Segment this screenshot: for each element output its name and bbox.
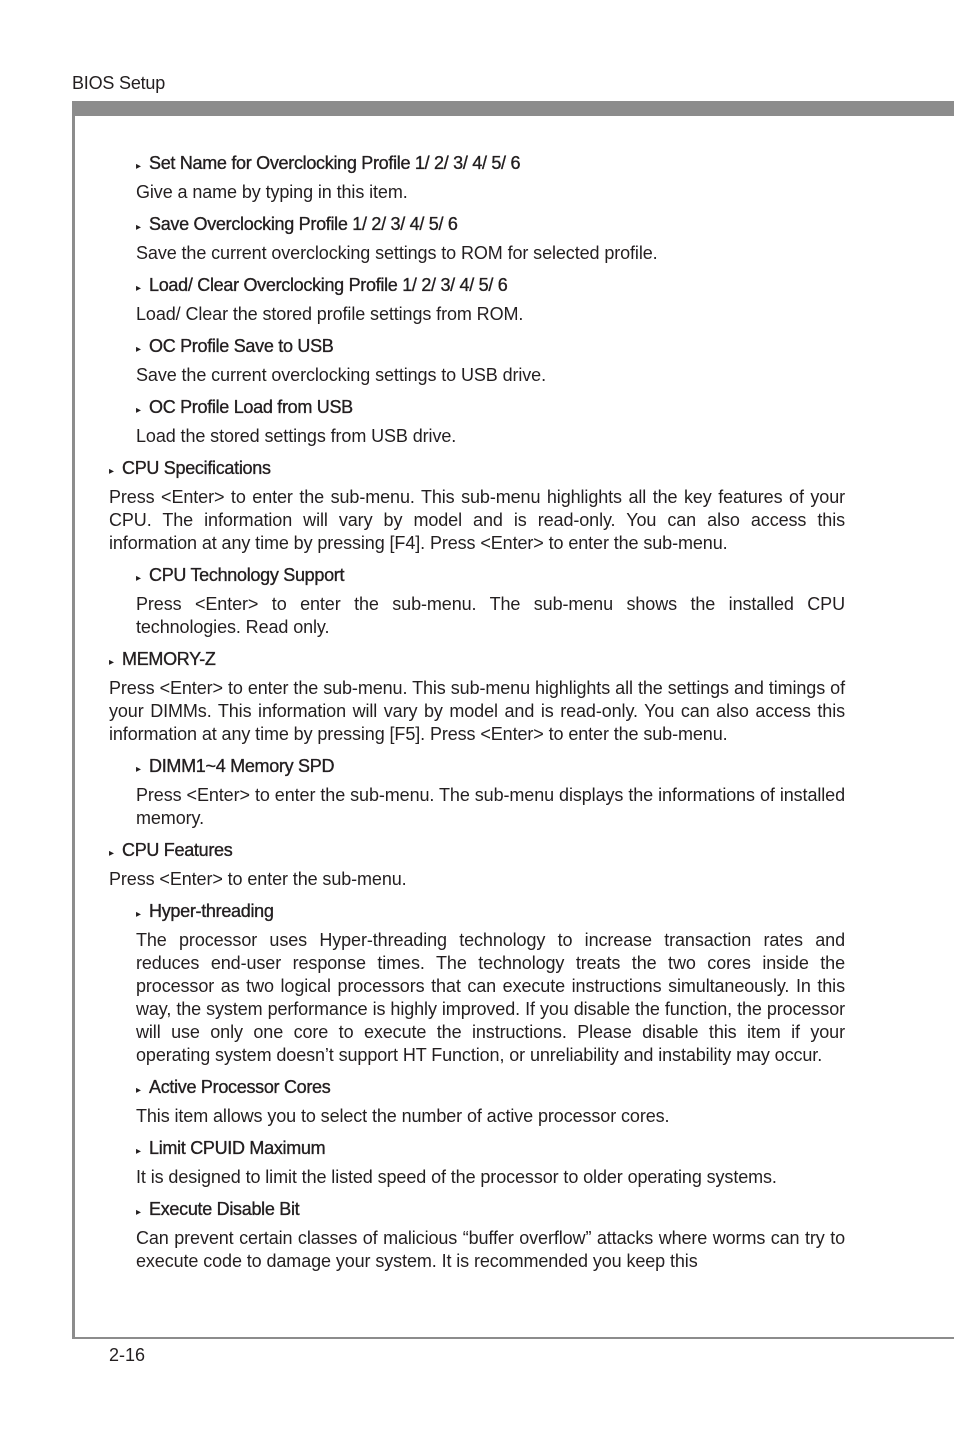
bottom-border-rule xyxy=(72,1337,954,1339)
bios-item-title xyxy=(109,648,845,674)
bios-item xyxy=(136,900,845,1067)
bios-item-title xyxy=(136,396,845,422)
bios-item-description: Press <Enter> to enter the sub-menu. The sub-menu shows the installed CPU technologies. Read only. xyxy=(136,594,845,637)
bios-item-title xyxy=(136,335,845,361)
bios-item-description: Press <Enter> to enter the sub-menu. This sub-menu highlights all the key features of your CPU. The information will vary by model and is read-only. You can also access this information at any time by pressing [F4]. Press <Enter> to enter the sub-menu. xyxy=(109,487,845,553)
arrow-bullet-icon: ▸ xyxy=(136,909,141,920)
bios-item-title xyxy=(136,1198,845,1224)
bios-item-description: Press <Enter> to enter the sub-menu. The sub-menu displays the informations of installed memory. xyxy=(136,785,845,828)
bios-item-description: The processor uses Hyper-threading technology to increase transaction rates and reduces end-user response times. The technology treats the two cores inside the processor as two logical processors that can execute instructions simultaneously. In this way, the system performance is highly improved. If you disable the function, the processor will use only one core to execute the instructions. Please disable this item if your operating system doesn’t support HT Function, or unreliability and instability may occur. xyxy=(136,930,845,1065)
bios-item-title xyxy=(136,564,845,590)
bios-item xyxy=(136,335,845,387)
bios-item-description: Can prevent certain classes of malicious “buffer overflow” attacks where worms can try to execute code to damage your system. It is recommended you keep this xyxy=(136,1228,845,1271)
bios-item xyxy=(109,839,845,891)
arrow-bullet-icon: ▸ xyxy=(136,283,141,294)
bios-item-title-text: OC Profile Load from USB xyxy=(149,397,353,417)
bios-item-title xyxy=(136,152,845,178)
page-header-title: BIOS Setup xyxy=(72,73,166,93)
bios-item-description: Save the current overclocking settings to USB drive. xyxy=(136,365,546,385)
arrow-bullet-icon: ▸ xyxy=(109,657,114,668)
bios-item-description: Load the stored settings from USB drive. xyxy=(136,426,457,446)
bios-item-title xyxy=(136,1137,845,1163)
bios-item xyxy=(109,457,845,555)
bios-item-title-text: Hyper-threading xyxy=(149,901,274,921)
arrow-bullet-icon: ▸ xyxy=(109,848,114,859)
bios-item-title-text: DIMM1~4 Memory SPD xyxy=(149,756,335,776)
bios-item-title-text: Execute Disable Bit xyxy=(149,1199,300,1219)
bios-item-title-text: CPU Specifications xyxy=(122,458,271,478)
arrow-bullet-icon: ▸ xyxy=(109,466,114,477)
bios-item-description: Save the current overclocking settings to ROM for selected profile. xyxy=(136,243,658,263)
bios-item-title xyxy=(109,457,845,483)
header-bar xyxy=(72,101,954,116)
arrow-bullet-icon: ▸ xyxy=(136,344,141,355)
bios-item-title-text: Set Name for Overclocking Profile 1/ 2/ 3/ 4/ 5/ 6 xyxy=(149,153,521,173)
bios-item-description: Press <Enter> to enter the sub-menu. xyxy=(109,869,407,889)
bios-item xyxy=(136,213,845,265)
bios-item xyxy=(136,1198,845,1273)
bios-item xyxy=(136,274,845,326)
bios-item-description: It is designed to limit the listed speed of the processor to older operating systems. xyxy=(136,1167,777,1187)
bios-item-title-text: Limit CPUID Maximum xyxy=(149,1138,326,1158)
bios-item xyxy=(136,1137,845,1189)
arrow-bullet-icon: ▸ xyxy=(136,1146,141,1157)
arrow-bullet-icon: ▸ xyxy=(136,1085,141,1096)
bios-item xyxy=(136,396,845,448)
bios-item xyxy=(109,648,845,746)
bios-item-description: This item allows you to select the number of active processor cores. xyxy=(136,1106,670,1126)
bios-item-description: Give a name by typing in this item. xyxy=(136,182,408,202)
bios-item-title xyxy=(109,839,845,865)
bios-item-title xyxy=(136,900,845,926)
bios-item-description: Press <Enter> to enter the sub-menu. This sub-menu highlights all the settings and timings of your DIMMs. This information will vary by model and is read-only. You can also access this information at any time by pressing [F5]. Press <Enter> to enter the sub-menu. xyxy=(109,678,845,744)
bios-item-title xyxy=(136,1076,845,1102)
arrow-bullet-icon: ▸ xyxy=(136,161,141,172)
bios-item-title xyxy=(136,274,845,300)
bios-item-title-text: CPU Features xyxy=(122,840,233,860)
page-number: 2-16 xyxy=(109,1345,146,1365)
bios-item-title xyxy=(136,213,845,239)
bios-item-title-text: MEMORY-Z xyxy=(122,649,216,669)
bios-item-title xyxy=(136,755,845,781)
bios-item-title-text: Save Overclocking Profile 1/ 2/ 3/ 4/ 5/ 6 xyxy=(149,214,458,234)
bios-item xyxy=(136,152,845,204)
manual-content xyxy=(109,152,845,1282)
arrow-bullet-icon: ▸ xyxy=(136,573,141,584)
bios-item xyxy=(136,755,845,830)
bios-item-title-text: Load/ Clear Overclocking Profile 1/ 2/ 3/ 4/ 5/ 6 xyxy=(149,275,508,295)
arrow-bullet-icon: ▸ xyxy=(136,405,141,416)
left-border-rule xyxy=(72,101,75,1339)
bios-item-title-text: Active Processor Cores xyxy=(149,1077,331,1097)
arrow-bullet-icon: ▸ xyxy=(136,1207,141,1218)
arrow-bullet-icon: ▸ xyxy=(136,764,141,775)
bios-item-description: Load/ Clear the stored profile settings from ROM. xyxy=(136,304,524,324)
bios-item xyxy=(136,1076,845,1128)
bios-item-title-text: OC Profile Save to USB xyxy=(149,336,334,356)
arrow-bullet-icon: ▸ xyxy=(136,222,141,233)
bios-item-title-text: CPU Technology Support xyxy=(149,565,345,585)
bios-item xyxy=(136,564,845,639)
